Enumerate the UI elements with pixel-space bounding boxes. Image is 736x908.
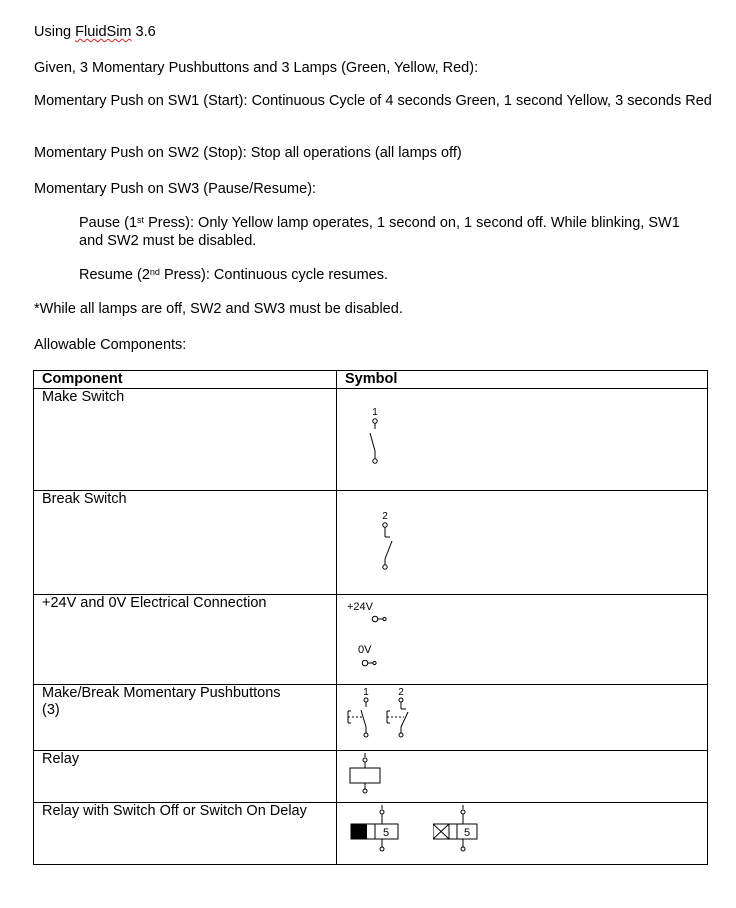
row-relay: Relay xyxy=(34,751,337,803)
intro-sw1: Momentary Push on SW1 (Start): Continuous Cycle of 4 seconds Green, 1 second Yellow, 3 seconds Red xyxy=(34,93,712,109)
relay-icon xyxy=(337,751,433,803)
break-switch-icon xyxy=(337,491,433,595)
delay-value-1: 5 xyxy=(382,827,390,839)
v24-label: +24V xyxy=(347,601,373,613)
app-name: FluidSim xyxy=(75,24,132,40)
delay-relay-on-icon xyxy=(433,803,529,865)
intro-allowable: Allowable Components: xyxy=(34,337,187,353)
header-component: Component xyxy=(34,371,337,389)
delay-relay-off-icon xyxy=(337,803,433,865)
row-delay-relay: Relay with Switch Off or Switch On Delay xyxy=(34,803,337,865)
intro-given: Given, 3 Momentary Pushbuttons and 3 Lamps (Green, Yellow, Red): xyxy=(34,60,479,76)
intro-sw3: Momentary Push on SW3 (Pause/Resume): xyxy=(34,181,317,197)
row-break-switch: Break Switch xyxy=(34,491,337,595)
make-switch-icon xyxy=(337,389,433,489)
row-pushbuttons: Make/Break Momentary Pushbuttons (3) xyxy=(34,685,337,751)
intro-resume: Resume (2nd Press): Continuous cycle resumes. xyxy=(79,267,388,283)
row-make-switch: Make Switch xyxy=(34,389,337,491)
intro-sw2: Momentary Push on SW2 (Stop): Stop all operations (all lamps off) xyxy=(34,145,462,161)
break-switch-label: 2 xyxy=(382,511,388,522)
header-symbol: Symbol xyxy=(337,371,434,389)
intro-note: *While all lamps are off, SW2 and SW3 must be disabled. xyxy=(34,301,403,317)
delay-value-2: 5 xyxy=(463,827,471,839)
row-power-connection: +24V and 0V Electrical Connection xyxy=(34,595,337,685)
power-connection-icon xyxy=(337,595,433,685)
intro-using: Using FluidSim 3.6 xyxy=(34,24,156,40)
components-table xyxy=(33,370,708,865)
make-switch-label: 1 xyxy=(372,407,378,418)
pb-make-label: 1 xyxy=(363,687,369,698)
v0-label: 0V xyxy=(358,644,372,656)
pushbuttons-icon xyxy=(337,685,433,751)
intro-pause: Pause (1st Press): Only Yellow lamp operates, 1 second on, 1 second off. While blinking, SW1 and SW2 must be disabled. xyxy=(79,215,680,249)
pb-break-label: 2 xyxy=(398,687,404,698)
